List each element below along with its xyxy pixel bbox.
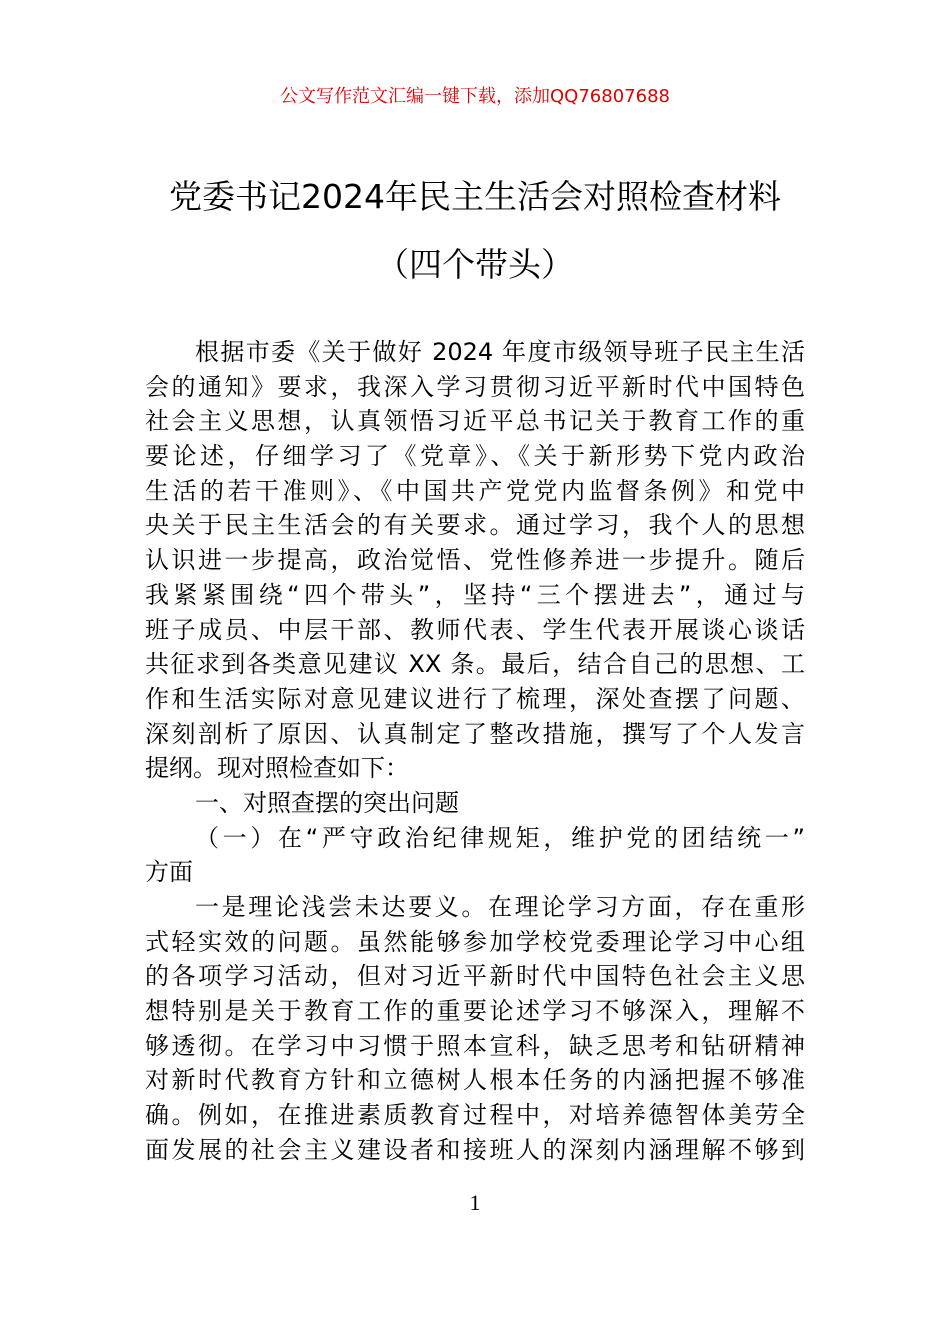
body-line: 共征求到各类意见建议 XX 条。最后，结合自己的思想、工 xyxy=(145,650,805,679)
body-line: 确。例如，在推进素质教育过程中，对培养德智体美劳全 xyxy=(145,1101,805,1130)
body-line: 我紧紧围绕“四个带头”，坚持“三个摆进去”，通过与 xyxy=(145,580,805,609)
body-line: （一）在“严守政治纪律规矩，维护党的团结统一” xyxy=(195,823,805,852)
document-title: 党委书记2024年民主生活会对照检查材料 xyxy=(169,177,781,216)
body-line: 班子成员、中层干部、教师代表、学生代表开展谈心谈话 xyxy=(145,615,805,644)
body-line: 会的通知》要求，我深入学习贯彻习近平新时代中国特色 xyxy=(145,372,805,401)
page-number: 1 xyxy=(469,1190,481,1215)
body-line: 要论述，仔细学习了《党章》、《关于新形势下党内政治 xyxy=(145,442,805,471)
body-line: 够透彻。在学习中习惯于照本宣科，缺乏思考和钻研精神 xyxy=(145,1031,805,1060)
body-line: 式轻实效的问题。虽然能够参加学校党委理论学习中心组 xyxy=(145,927,805,956)
body-line: 深刻剖析了原因、认真制定了整改措施，撰写了个人发言 xyxy=(145,719,805,748)
body-line: 对新时代教育方针和立德树人根本任务的内涵把握不够准 xyxy=(145,1066,805,1095)
body-line: 一、对照查摆的突出问题 xyxy=(195,788,459,817)
body-line: 根据市委《关于做好 2024 年度市级领导班子民主生活 xyxy=(195,338,805,366)
body-line: 方面 xyxy=(145,858,193,887)
body-line: 的各项学习活动，但对习近平新时代中国特色社会主义思 xyxy=(145,962,805,991)
body-line: 作和生活实际对意见建议进行了梳理，深处查摆了问题、 xyxy=(145,684,805,713)
body-line: 央关于民主生活会的有关要求。通过学习，我个人的思想 xyxy=(145,511,805,540)
body-line: 提纲。现对照检查如下： xyxy=(145,754,409,783)
body-line: 生活的若干准则》、《中国共产党党内监督条例》和党中 xyxy=(145,476,805,505)
document-subtitle: （四个带头） xyxy=(376,245,574,284)
body-line: 认识进一步提高，政治觉悟、党性修养进一步提升。随后 xyxy=(145,546,805,575)
document-body xyxy=(145,335,805,1168)
body-line: 想特别是关于教育工作的重要论述学习不够深入，理解不 xyxy=(145,997,805,1026)
body-line: 社会主义思想，认真领悟习近平总书记关于教育工作的重 xyxy=(145,407,805,436)
body-line: 一是理论浅尝未达要义。在理论学习方面，存在重形 xyxy=(195,893,805,921)
body-line: 面发展的社会主义建设者和接班人的深刻内涵理解不够到 xyxy=(145,1135,805,1164)
download-banner: 公文写作范文汇编一键下载，添加QQ76807688 xyxy=(280,86,670,107)
